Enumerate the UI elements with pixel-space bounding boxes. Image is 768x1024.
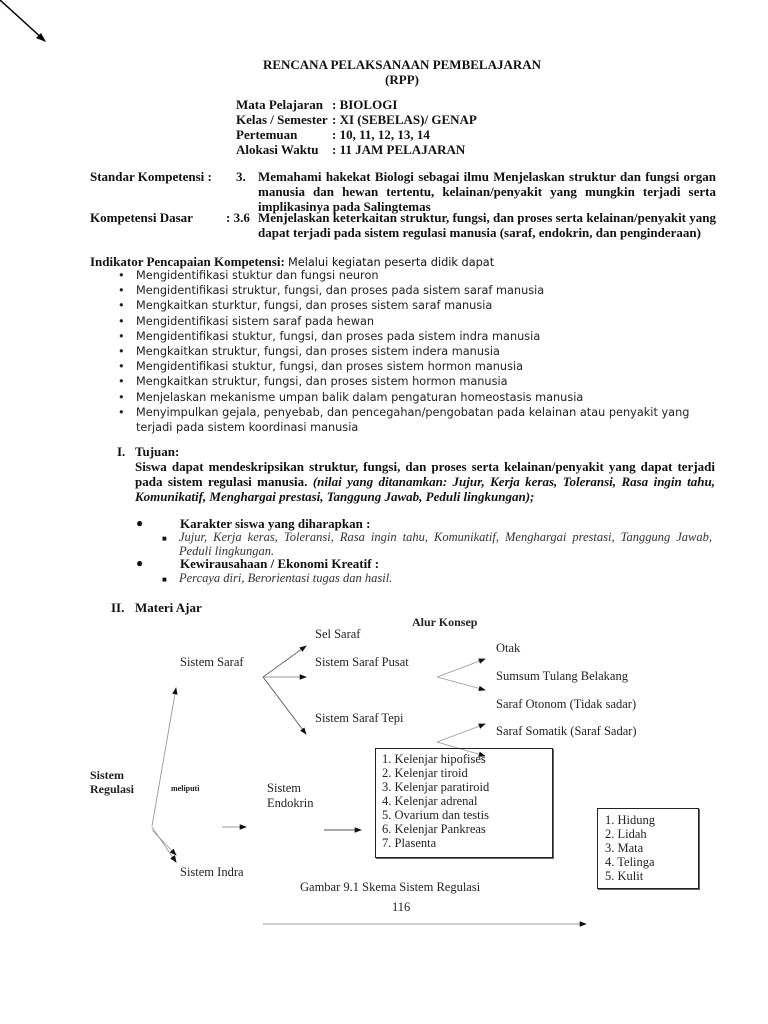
diagram-title: Alur Konsep <box>412 615 478 629</box>
karakter-heading: Karakter siswa yang diharapkan : <box>180 516 371 531</box>
list-item: • Mengidentifikasi stuktur, fungsi, dan proses sistem hormon manusia <box>118 359 718 374</box>
node-sel-saraf: Sel Saraf <box>315 627 361 641</box>
kewira-text: Percaya diri, Berorientasi tugas dan hasil. <box>179 571 393 585</box>
list-item: • Mengidentifikasi stuktur dan fungsi neuron <box>118 268 718 283</box>
list-item: 4. Kelenjar adrenal <box>382 794 478 808</box>
materi-number: II. <box>111 600 125 615</box>
list-item: 1. Hidung <box>605 813 655 827</box>
bullet-icon: ● <box>136 516 144 530</box>
list-item: 5. Ovarium dan testis <box>382 808 489 822</box>
indra-list <box>598 809 698 883</box>
list-item: 4. Telinga <box>605 855 655 869</box>
label-meliputi: meliputi <box>171 784 200 793</box>
node-label: Sistem <box>90 768 124 782</box>
node-sistem-regulasi <box>90 768 134 796</box>
tujuan-body: Siswa dapat mendeskripsikan struktur, fungsi, dan proses serta kelainan/penyakit yang dapat terjadi pada sistem regulasi manusia. <box>135 459 715 489</box>
node-label: Endokrin <box>267 796 314 810</box>
info-value: : BIOLOGI <box>332 97 398 112</box>
indikator-intro: Melalui kegiatan peserta didik dapat <box>288 256 495 269</box>
figure-caption: Gambar 9.1 Skema Sistem Regulasi <box>300 880 481 894</box>
square-bullet-icon: ■ <box>162 575 167 584</box>
node-label: Sistem <box>267 781 302 795</box>
info-value: : 11 JAM PELAJARAN <box>332 142 466 157</box>
list-item: 2. Lidah <box>605 827 647 841</box>
list-item: • Mengidentifikasi struktur, fungsi, dan proses pada sistem saraf manusia <box>118 283 718 298</box>
list-item: • Menjelaskan mekanisme umpan balik dalam pengaturan homeostasis manusia <box>118 390 718 405</box>
list-item: 7. Plasenta <box>382 836 437 850</box>
node-saraf-otonom: Saraf Otonom (Tidak sadar) <box>496 697 637 711</box>
list-item: 3. Mata <box>605 841 644 855</box>
info-label: Mata Pelajaran <box>236 97 324 112</box>
node-sistem-indra: Sistem Indra <box>180 865 244 879</box>
kewira-heading: Kewirausahaan / Ekonomi Kreatif : <box>180 556 380 571</box>
indikator-label: Indikator Pencapaian Kompetensi: <box>90 254 285 269</box>
list-item: • Mengidentifikasi sistem saraf pada hewan <box>118 314 718 329</box>
list-item: • Mengkaitkan struktur, fungsi, dan proses sistem indera manusia <box>118 344 718 359</box>
endokrin-box <box>375 748 553 858</box>
kd-number: : 3.6 <box>226 210 250 225</box>
node-sistem-endokrin <box>267 781 314 811</box>
doc-subtitle: (RPP) <box>385 72 419 87</box>
bullet-icon: ● <box>136 556 144 570</box>
node-sistem-saraf: Sistem Saraf <box>180 655 244 669</box>
indra-box <box>597 808 699 889</box>
doc-title: RENCANA PELAKSANAAN PEMBELAJARAN <box>262 57 542 72</box>
info-label: Kelas / Semester <box>236 112 328 127</box>
node-saraf-tepi: Sistem Saraf Tepi <box>315 711 404 725</box>
endokrin-list <box>376 749 552 850</box>
tujuan-heading: Tujuan: <box>135 444 180 459</box>
info-value: : XI (SEBELAS)/ GENAP <box>332 112 477 127</box>
list-item: 1. Kelenjar hipofises <box>382 752 486 766</box>
standar-label: Standar Kompetensi : <box>90 169 212 184</box>
info-label: Alokasi Waktu <box>236 142 319 157</box>
kd-label: Kompetensi Dasar <box>90 210 193 225</box>
kd-text: Menjelaskan keterkaitan struktur, fungsi, dan proses serta kelainan/penyakit yang dapat terjadi pada sistem regulasi manusia (saraf, endokrin, dan penginderaan) <box>258 210 716 240</box>
tujuan-nilai: (nilai yang ditanamkan: Jujur, Kerja keras, Toleransi, Rasa ingin tahu, Komunikatif, Menghargai prestasi, Tanggung Jawab, Peduli lingkungan); <box>135 474 716 504</box>
materi-heading: Materi Ajar <box>135 600 202 615</box>
list-item: 6. Kelenjar Pankreas <box>382 822 486 836</box>
node-otak: Otak <box>496 641 521 655</box>
tujuan-number: I. <box>117 444 126 459</box>
page-number: 116 <box>392 900 411 914</box>
standar-text: Memahami hakekat Biologi sebagai ilmu Menjelaskan struktur dan fungsi organ manusia dan hewan tertentu, kelainan/penyakit yang mungkin terjadi serta implikasinya pada Salingtemas <box>258 169 716 214</box>
karakter-text: Jujur, Kerja keras, Toleransi, Rasa ingin tahu, Komunikatif, Menghargai prestasi, Tanggung Jawab, Peduli lingkungan. <box>179 530 712 558</box>
list-item: • Mengkaitkan struktur, fungsi, dan proses sistem hormon manusia <box>118 374 718 389</box>
info-label: Pertemuan <box>236 127 298 142</box>
list-item: 2. Kelenjar tiroid <box>382 766 468 780</box>
list-item: 5. Kulit <box>605 869 644 883</box>
standar-number: 3. <box>236 169 246 184</box>
list-item: • Mengkaitkan sturktur, fungsi, dan proses sistem saraf manusia <box>118 298 718 313</box>
node-label: Regulasi <box>90 782 135 796</box>
list-item: • Menyimpulkan gejala, penyebab, dan pencegahan/pengobatan pada kelainan atau penyakit yang terjadi pada sistem koordinasi manusia <box>118 405 718 435</box>
list-item: 3. Kelenjar paratiroid <box>382 780 490 794</box>
node-sumsum: Sumsum Tulang Belakang <box>496 669 628 683</box>
node-saraf-somatik: Saraf Somatik (Saraf Sadar) <box>496 724 637 738</box>
list-item: • Mengidentifikasi stuktur, fungsi, dan proses pada sistem indra manusia <box>118 329 718 344</box>
square-bullet-icon: ■ <box>162 534 167 543</box>
info-value: : 10, 11, 12, 13, 14 <box>332 127 430 142</box>
node-saraf-pusat: Sistem Saraf Pusat <box>315 655 409 669</box>
